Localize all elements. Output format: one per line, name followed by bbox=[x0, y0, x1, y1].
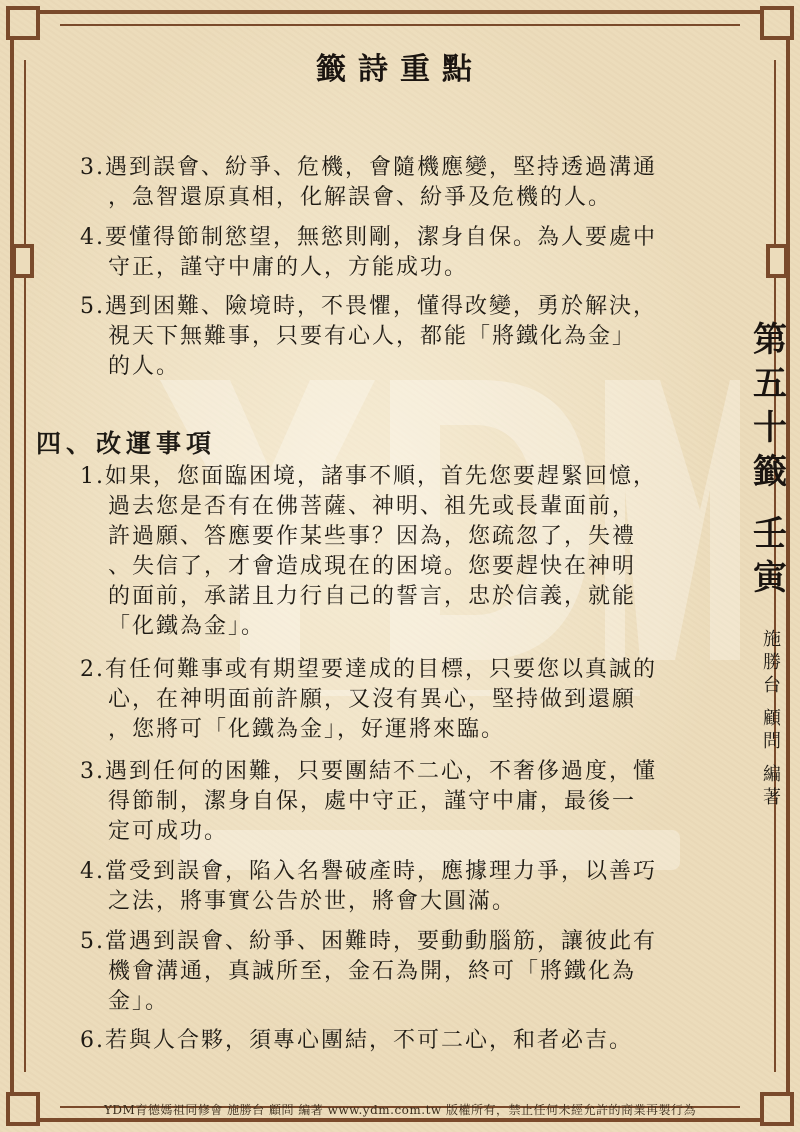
fortune-change-item bbox=[80, 1026, 633, 1056]
copyright-footer: YDM育德媽祖同修會 施勝台 顧問 編著 www.ydm.com.tw 版權所有，禁止任何未經允許的商業再製行為 bbox=[104, 1103, 696, 1117]
frame-corner-top-left bbox=[6, 6, 40, 40]
author-char: 問 bbox=[763, 731, 781, 752]
fortune-change-line: 過去您是否有在佛菩薩、神明、祖先或長輩面前， bbox=[108, 494, 637, 519]
fortune-change-line: 6.若與人合夥，須專心團結，不可二心，和者必吉。 bbox=[80, 1028, 633, 1053]
author-credit-vertical bbox=[757, 628, 787, 809]
frame-left-line bbox=[10, 36, 14, 1096]
fortune-change-line: 、失信了，才會造成現在的困境。您要趕快在神明 bbox=[108, 554, 637, 579]
frame-top-line bbox=[36, 10, 764, 14]
author-char bbox=[757, 753, 787, 763]
fortune-change-line: ，您將可「化鐵為金」，好運將來臨。 bbox=[108, 717, 506, 742]
lot-title-char: 十 bbox=[753, 408, 787, 448]
fortune-change-item bbox=[80, 857, 657, 917]
fortune-change-line: 4.當受到誤會，陷入名譽破產時，應據理力爭，以善巧 bbox=[80, 859, 657, 884]
fortune-change-item bbox=[80, 757, 657, 847]
key-point-line: 視天下無難事，只要有心人，都能「將鐵化為金」 bbox=[108, 324, 637, 349]
fortune-change-line: 機會溝通，真誠所至，金石為開，終可「將鐵化為 bbox=[108, 959, 637, 984]
frame-corner-top-right bbox=[760, 6, 794, 40]
key-point-item bbox=[80, 223, 657, 283]
author-char: 著 bbox=[763, 787, 781, 808]
author-char: 顧 bbox=[763, 708, 781, 729]
fortune-change-line: 金」。 bbox=[108, 989, 170, 1014]
fortune-change-item bbox=[80, 655, 657, 745]
key-point-line: 守正，謹守中庸的人，方能成功。 bbox=[108, 255, 469, 280]
fortune-change-line: 3.遇到任何的困難，只要團結不二心，不奢侈過度，懂 bbox=[80, 759, 657, 784]
key-point-line: 的人。 bbox=[108, 354, 181, 379]
fortune-change-line: 的面前，承諾且力行自己的誓言，忠於信義，就能 bbox=[108, 584, 637, 609]
author-char: 勝 bbox=[763, 652, 781, 673]
fortune-change-line: 得節制，潔身自保，處中守正，謹守中庸，最後一 bbox=[108, 789, 637, 814]
lot-title-char: 第 bbox=[753, 320, 787, 360]
author-char: 台 bbox=[763, 675, 781, 696]
author-char: 施 bbox=[763, 629, 781, 650]
author-char: 編 bbox=[763, 764, 781, 785]
frame-inner-top-line bbox=[60, 24, 740, 26]
section-heading: 四、改運事項 bbox=[36, 429, 217, 458]
lot-title-char bbox=[745, 494, 795, 512]
lot-title-char: 籤 bbox=[753, 452, 787, 492]
key-point-item bbox=[80, 153, 657, 213]
key-point-line: ，急智還原真相，化解誤會、紛爭及危機的人。 bbox=[108, 185, 613, 210]
key-point-line: 4.要懂得節制慾望，無慾則剛，潔身自保。為人要處中 bbox=[80, 225, 657, 250]
lot-title-char: 五 bbox=[753, 364, 787, 404]
fortune-change-item bbox=[80, 927, 657, 1017]
frame-bottom-line bbox=[36, 1118, 764, 1122]
key-point-line: 5.遇到困難、險境時，不畏懼，懂得改變，勇於解決， bbox=[80, 294, 657, 319]
fortune-change-line: 定可成功。 bbox=[108, 819, 229, 844]
lot-title-char: 壬 bbox=[753, 514, 787, 554]
lot-title-vertical bbox=[745, 318, 795, 600]
fortune-change-line: 5.當遇到誤會、紛爭、困難時，要動動腦筋，讓彼此有 bbox=[80, 929, 657, 954]
fortune-change-item bbox=[80, 462, 657, 642]
fortune-change-line: 心，在神明面前許願，又沒有異心，堅持做到還願 bbox=[108, 687, 637, 712]
key-point-line: 3.遇到誤會、紛爭、危機，會隨機應變，堅持透過溝通 bbox=[80, 155, 657, 180]
fortune-change-line: 之法，將事實公告於世，將會大圓滿。 bbox=[108, 889, 517, 914]
fortune-change-line: 2.有任何難事或有期望要達成的目標，只要您以真誠的 bbox=[80, 657, 657, 682]
page-title: 籤詩重點 bbox=[316, 52, 484, 87]
fortune-change-line: 許過願、答應要作某些事？因為，您疏忽了，失禮 bbox=[108, 524, 637, 549]
fortune-change-line: 「化鐵為金」。 bbox=[108, 614, 266, 639]
fortune-change-line: 1.如果，您面臨困境，諸事不順，首先您要趕緊回憶， bbox=[80, 464, 657, 489]
frame-side-ornament-right bbox=[766, 244, 788, 278]
frame-inner-left-line bbox=[24, 60, 26, 1072]
lot-title-char: 寅 bbox=[753, 558, 787, 598]
author-char bbox=[757, 697, 787, 707]
frame-side-ornament-left bbox=[12, 244, 34, 278]
key-point-item bbox=[80, 292, 657, 382]
